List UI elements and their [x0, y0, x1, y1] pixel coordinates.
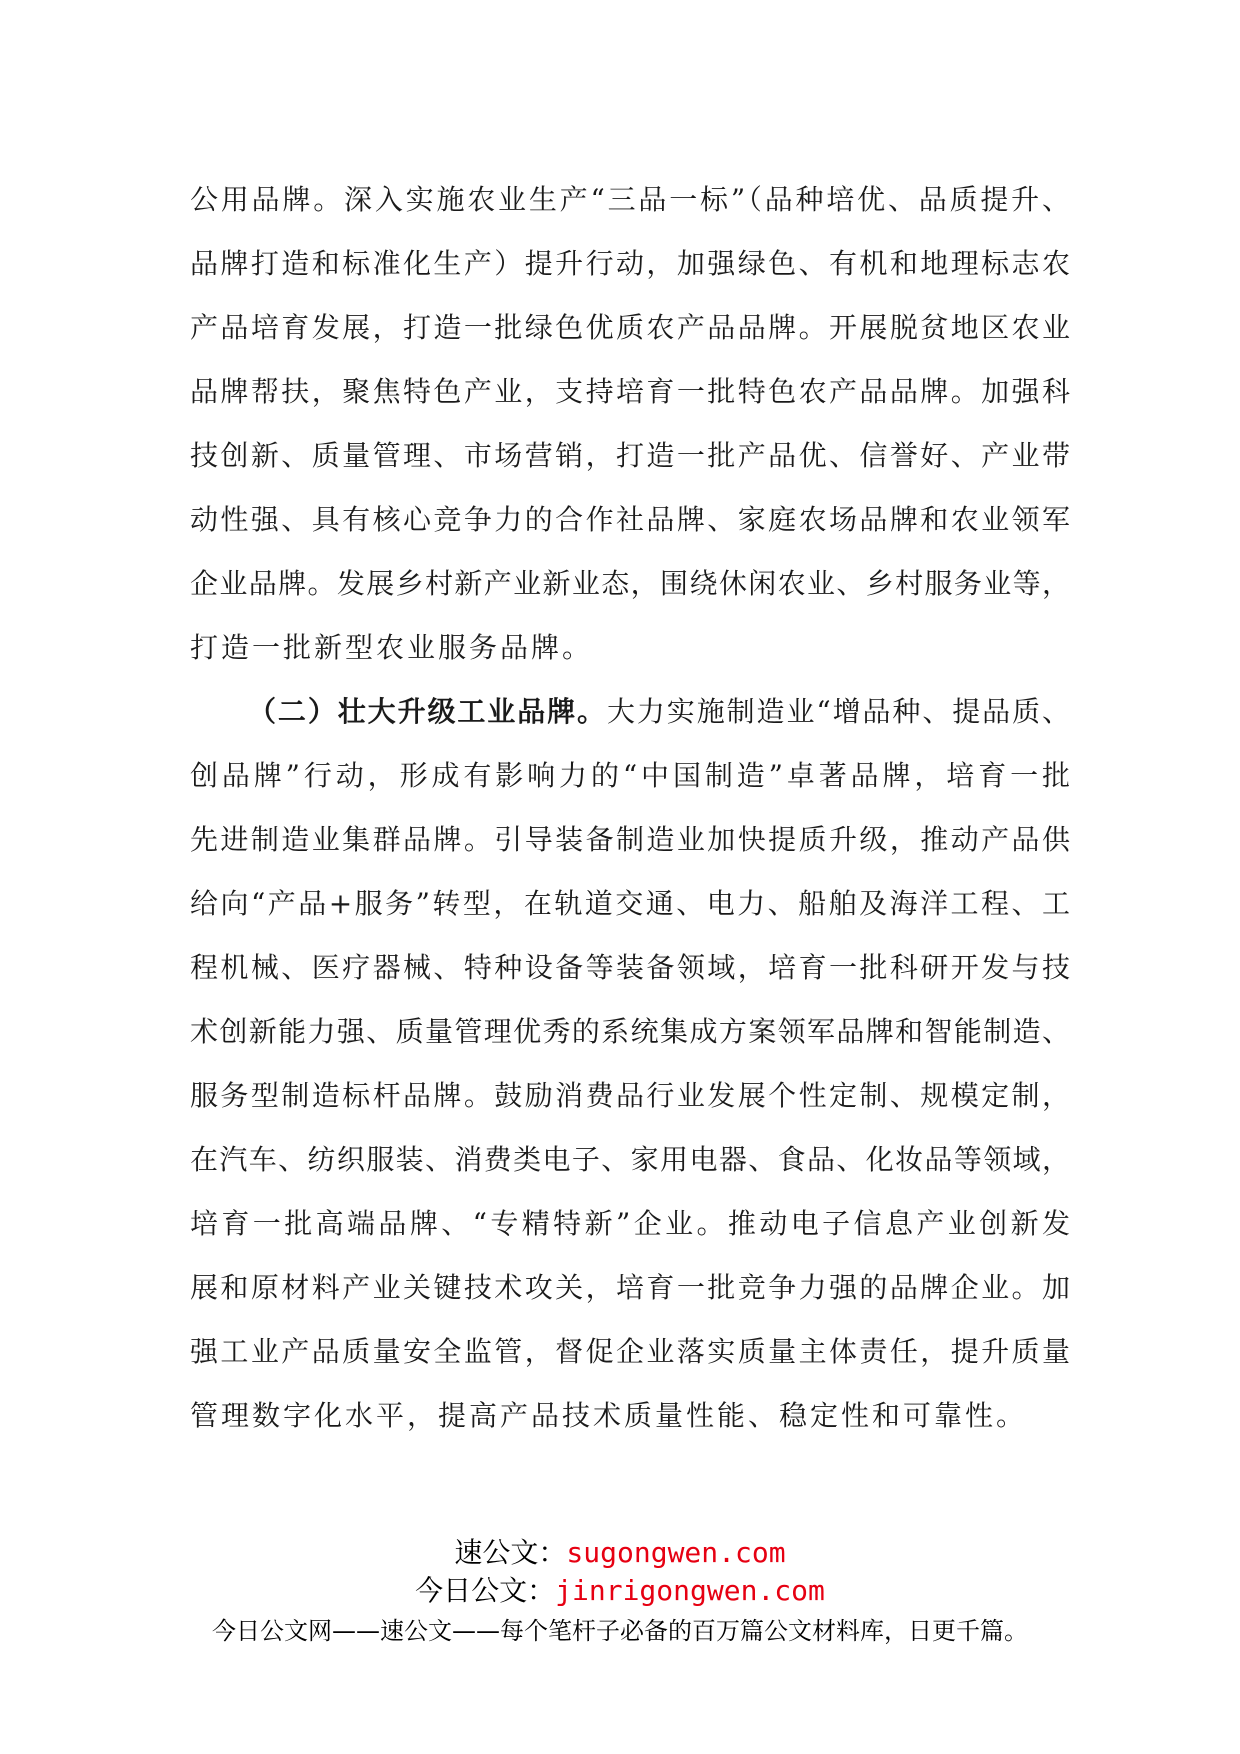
- text-line: 创品牌”行动，形成有影响力的“中国制造”卓著品牌，培育一批: [190, 759, 1070, 792]
- text-line: 培育一批高端品牌、“专精特新”企业。推动电子信息产业创新发: [190, 1207, 1070, 1240]
- section-heading-line: [190, 680, 1070, 744]
- footer-jinrigongwen: [0, 1573, 1240, 1609]
- footer-label: 今日公文：: [415, 1574, 556, 1607]
- text-line: 程机械、医疗器械、特种设备等装备领域，培育一批科研开发与技: [190, 951, 1070, 984]
- section-heading: （二）壮大升级工业品牌。: [248, 695, 607, 728]
- text-line: 服务型制造标杆品牌。鼓励消费品行业发展个性定制、规模定制，: [190, 1079, 1070, 1112]
- text-line: 产品培育发展，打造一批绿色优质农产品品牌。开展脱贫地区农业: [190, 311, 1070, 344]
- text-line: 公用品牌。深入实施农业生产“三品一标”（品种培优、品质提升、: [190, 183, 1070, 216]
- paragraph-2: [190, 680, 1070, 1448]
- text-line: 在汽车、纺织服装、消费类电子、家用电器、食品、化妆品等领域，: [190, 1143, 1070, 1176]
- text-run: 大力实施制造业“增品种、提品质、: [606, 695, 1070, 728]
- text-line: 品牌帮扶，聚焦特色产业，支持培育一批特色农产品品牌。加强科: [190, 375, 1070, 408]
- jinrigongwen-link[interactable]: jinrigongwen.com: [555, 1574, 825, 1607]
- document-body: [190, 168, 1070, 1448]
- text-line: 先进制造业集群品牌。引导装备制造业加快提质升级，推动产品供: [190, 823, 1070, 856]
- text-line: 技创新、质量管理、市场营销，打造一批产品优、信誉好、产业带: [190, 439, 1070, 472]
- sugongwen-link[interactable]: sugongwen.com: [566, 1536, 786, 1569]
- footer-tagline: 今日公文网——速公文——每个笔杆子必备的百万篇公文材料库，日更千篇。: [212, 1617, 1028, 1645]
- text-line: 动性强、具有核心竞争力的合作社品牌、家庭农场品牌和农业领军: [190, 503, 1070, 536]
- text-line: 展和原材料产业关键技术攻关，培育一批竞争力强的品牌企业。加: [190, 1271, 1070, 1304]
- text-line: 企业品牌。发展乡村新产业新业态，围绕休闲农业、乡村服务业等，: [190, 567, 1070, 600]
- text-line: 管理数字化水平，提高产品技术质量性能、稳定性和可靠性。: [190, 1399, 1028, 1432]
- text-line: 打造一批新型农业服务品牌。: [190, 631, 594, 664]
- text-line: 给向“产品+服务”转型，在轨道交通、电力、船舶及海洋工程、工: [190, 887, 1070, 920]
- paragraph-1: [190, 168, 1070, 680]
- text-line: 术创新能力强、质量管理优秀的系统集成方案领军品牌和智能制造、: [190, 1015, 1070, 1048]
- text-line: 强工业产品质量安全监管，督促企业落实质量主体责任，提升质量: [190, 1335, 1070, 1368]
- footer-sugongwen: [0, 1535, 1240, 1571]
- text-line: 品牌打造和标准化生产）提升行动，加强绿色、有机和地理标志农: [190, 247, 1070, 280]
- footer-label: 速公文：: [454, 1536, 567, 1569]
